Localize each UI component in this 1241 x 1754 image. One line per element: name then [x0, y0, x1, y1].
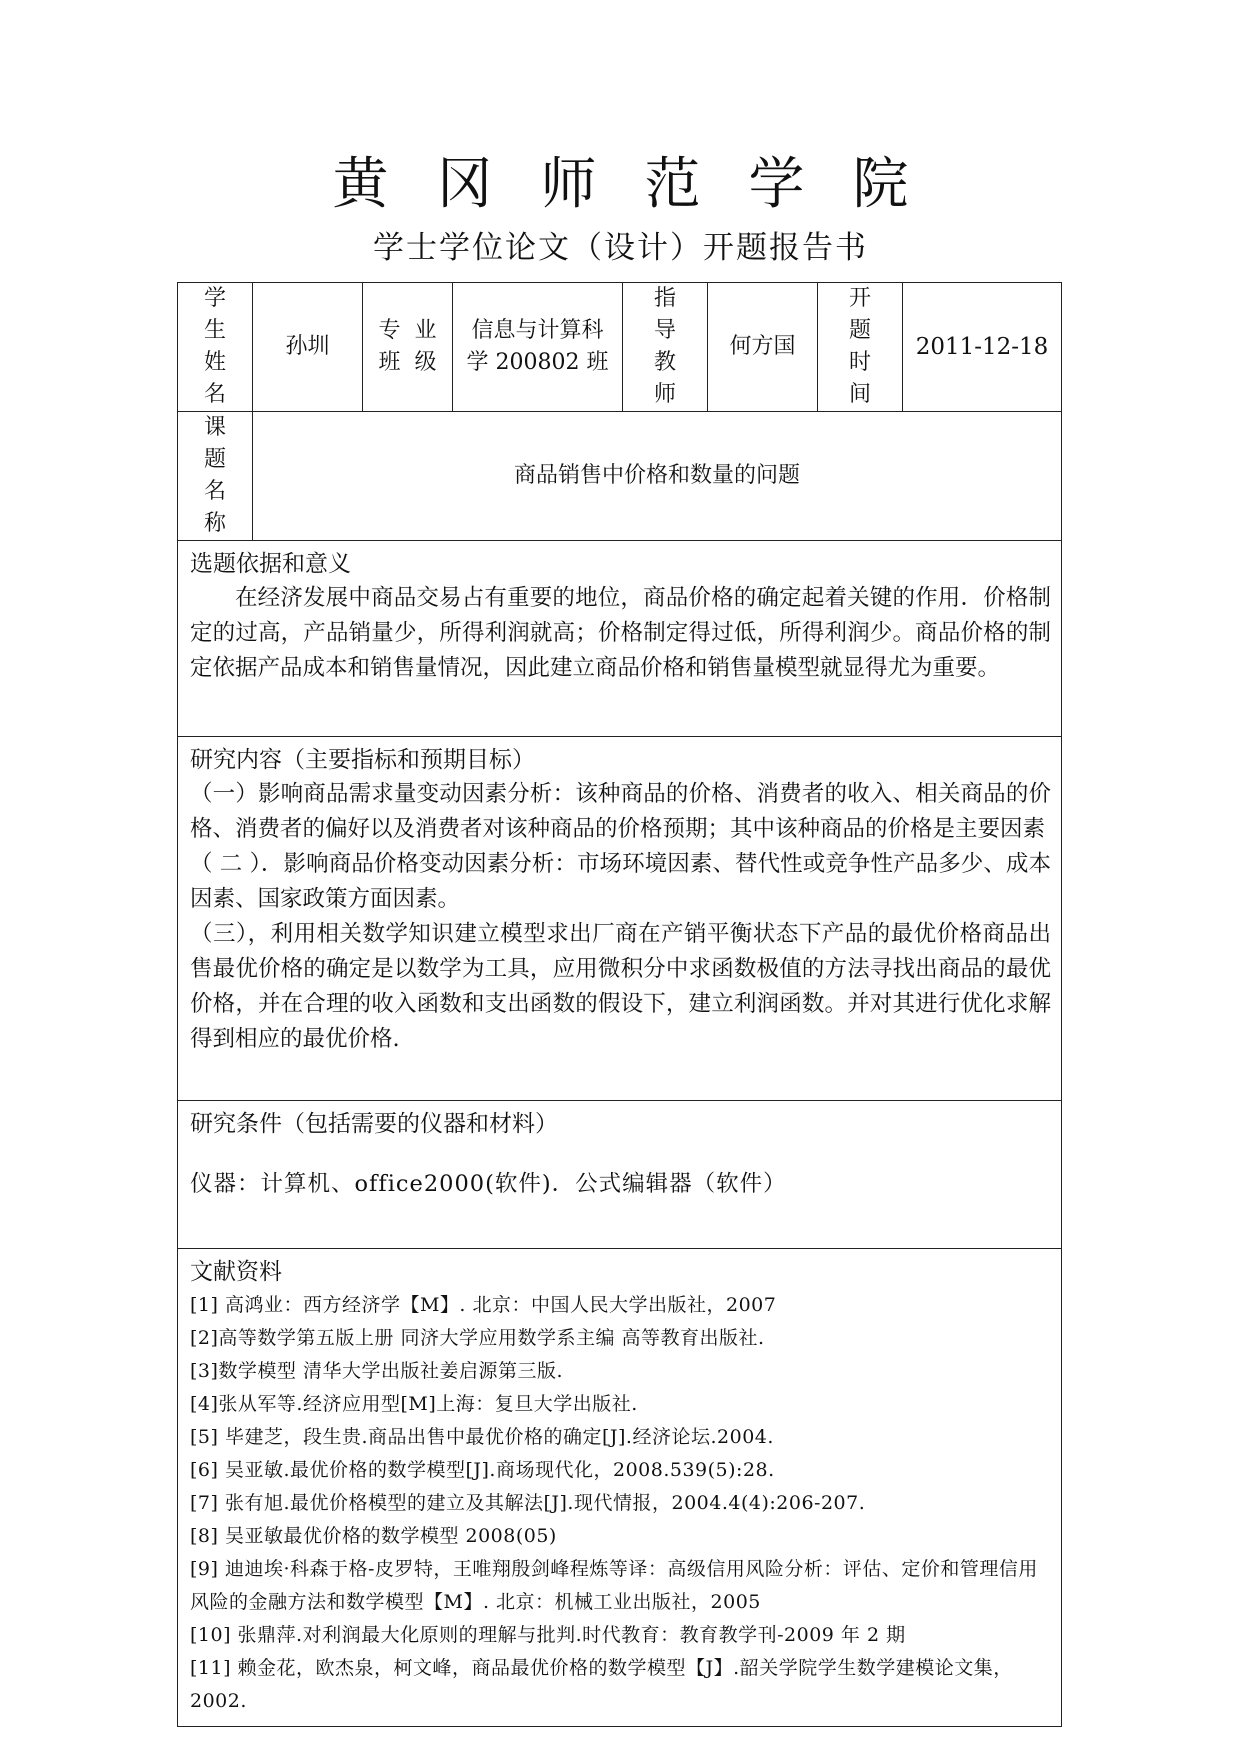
student-name-value: 孙圳	[253, 283, 363, 412]
advisor-label-line1: 指导	[653, 286, 690, 343]
student-name-label-line2: 姓名	[203, 350, 240, 407]
research-section	[178, 737, 1062, 1101]
basis-heading: 选题依据和意义	[190, 551, 351, 577]
topic-value: 商品销售中价格和数量的问题	[253, 412, 1062, 541]
references-heading: 文献资料	[190, 1259, 282, 1285]
advisor-label-line2: 教师	[653, 350, 690, 407]
research-item-1: （一）影响商品需求量变动因素分析：该种商品的价格、消费者的收入、相关商品的价格、消费者的偏好以及消费者对该种商品的价格预期；其中该种商品的价格是主要因素	[190, 781, 1051, 842]
major-class-line1: 信息与计算科	[471, 318, 604, 343]
major-class-label-line2: 班级	[378, 350, 451, 375]
reference-item: [8] 吴亚敏最优价格的数学模型 2008(05)	[190, 1525, 557, 1547]
major-class-line2: 学 200802 班	[466, 350, 609, 375]
reference-item: [11] 赖金花，欧杰泉，柯文峰，商品最优价格的数学模型【J】.韶关学院学生数学建模论文集，2002.	[190, 1657, 1013, 1712]
major-class-label-line1: 专业	[378, 318, 451, 343]
major-class-label	[363, 283, 453, 412]
advisor-label	[623, 283, 708, 412]
conditions-section	[178, 1101, 1062, 1249]
reference-item: [5] 毕建芝，段生贵.商品出售中最优价格的确定[J].经济论坛.2004.	[190, 1426, 774, 1448]
research-item-3: （三），利用相关数学知识建立模型求出厂商在产销平衡状态下产品的最优价格商品出售最优价格的确定是以数学为工具，应用微积分中求函数极值的方法寻找出商品的最优价格，并在合理的收入函数和支出函数的假设下，建立利润函数。并对其进行优化求解得到相应的最优价格.	[190, 921, 1051, 1052]
institution-title: 黄冈师范学院	[332, 152, 957, 217]
conditions-text: 仪器：计算机、office2000(软件)．公式编辑器（软件）	[190, 1171, 787, 1197]
report-subtitle: 学士学位论文（设计）开题报告书	[373, 230, 868, 266]
basis-section	[178, 541, 1062, 737]
research-item-2: （ 二 ）．影响商品价格变动因素分析：市场环境因素、替代性或竞争性产品多少、成本因素、国家政策方面因素。	[190, 851, 1051, 912]
conditions-heading: 研究条件（包括需要的仪器和材料）	[190, 1111, 558, 1137]
reference-item: [3]数学模型 清华大学出版社姜启源第三版.	[190, 1360, 563, 1382]
references-section	[178, 1249, 1062, 1727]
reference-item: [10] 张鼎萍.对利润最大化原则的理解与批判.时代教育：教育教学刊-2009 年 2 期	[190, 1624, 906, 1646]
research-row	[178, 737, 1062, 1101]
date-label	[818, 283, 903, 412]
basis-text: 在经济发展中商品交易占有重要的地位，商品价格的确定起着关键的作用．价格制定的过高，产品销量少，所得利润就高；价格制定得过低，所得利润少。商品价格的制定依据产品成本和销售量情况，因此建立商品价格和销售量模型就显得尤为重要。	[190, 585, 1051, 681]
reference-item: [2]高等数学第五版上册 同济大学应用数学系主编 高等教育出版社.	[190, 1327, 765, 1349]
proposal-form-table	[177, 282, 1062, 1727]
advisor-value: 何方国	[708, 283, 818, 412]
date-label-line2: 时间	[848, 350, 885, 407]
reference-item: [1] 高鸿业：西方经济学【M】. 北京：中国人民大学出版社，2007	[190, 1294, 777, 1316]
date-label-line1: 开题	[848, 286, 885, 343]
topic-row	[178, 412, 1062, 541]
date-value: 2011-12-18	[903, 283, 1062, 412]
reference-item: [6] 吴亚敏.最优价格的数学模型[J].商场现代化，2008.539(5):28.	[190, 1459, 775, 1481]
student-name-label-line1: 学生	[203, 286, 240, 343]
student-name-label	[178, 283, 253, 412]
reference-item: [9] 迪迪埃·科森于格-皮罗特，王唯翔殷剑峰程炼等译：高级信用风险分析：评估、定价和管理信用风险的金融方法和数学模型【M】. 北京：机械工业出版社，2005	[190, 1558, 1038, 1613]
references-row	[178, 1249, 1062, 1727]
topic-label-line2: 名称	[203, 479, 240, 536]
conditions-row	[178, 1101, 1062, 1249]
info-row	[178, 283, 1062, 412]
topic-label-line1: 课题	[203, 415, 240, 472]
basis-row	[178, 541, 1062, 737]
research-heading: 研究内容（主要指标和预期目标）	[190, 747, 535, 773]
reference-item: [7] 张有旭.最优价格模型的建立及其解法[J].现代情报，2004.4(4):206-207.	[190, 1492, 866, 1514]
major-class-value	[453, 283, 623, 412]
topic-label	[178, 412, 253, 541]
reference-item: [4]张从军等.经济应用型[M]上海：复旦大学出版社.	[190, 1393, 638, 1415]
